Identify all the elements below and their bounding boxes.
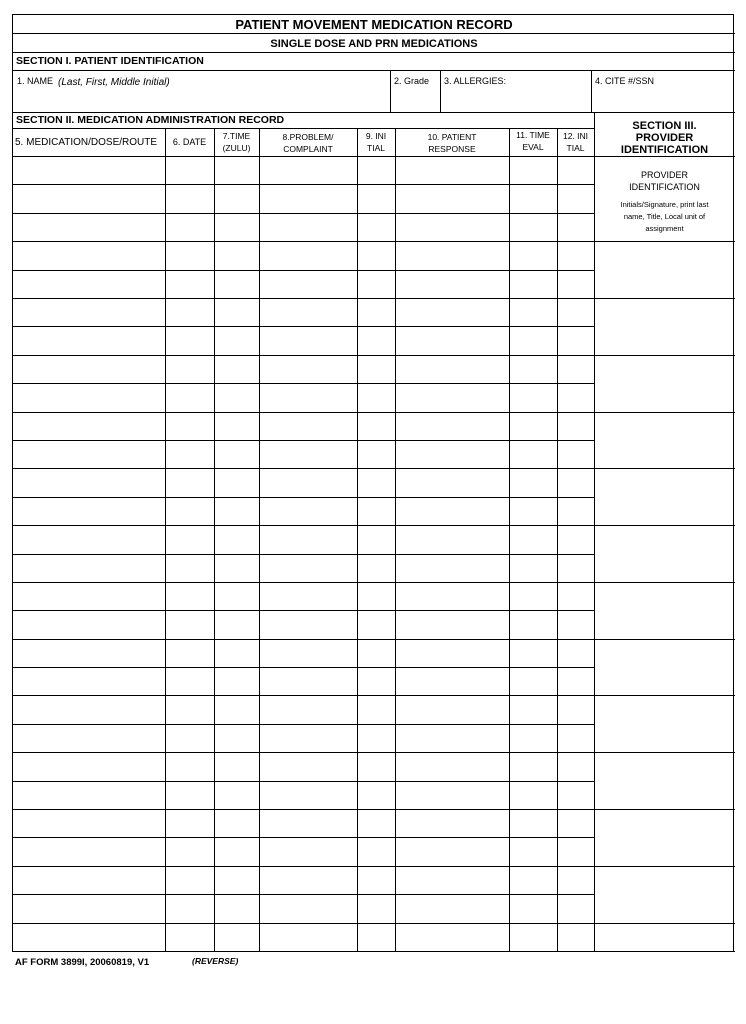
column-header-initial-1-b: TIAL: [367, 143, 385, 153]
provider-box-divider: [594, 355, 735, 356]
provider-box-divider: [594, 866, 735, 867]
table-row-divider: [13, 298, 594, 299]
provider-box-hint-1: Initials/Signature, print last: [620, 200, 709, 209]
name-label: 1. NAME: [17, 76, 54, 86]
provider-box-hint-3: assignment: [645, 224, 684, 233]
table-row-divider: [13, 326, 594, 327]
section-3-heading-2: PROVIDER: [635, 132, 694, 144]
section-3-border: [594, 112, 595, 951]
provider-box-divider: [594, 695, 735, 696]
cite-ssn-field[interactable]: [591, 70, 735, 112]
table-row-divider: [13, 213, 594, 214]
table-row-divider: [13, 837, 594, 838]
table-row-divider: [13, 184, 594, 185]
column-header-medication: 5. MEDICATION/DOSE/ROUTE: [15, 137, 158, 148]
column-header-initial-1: 9. INI: [365, 131, 387, 141]
grade-field[interactable]: [390, 70, 440, 112]
table-row-divider: [13, 582, 594, 583]
column-divider: [395, 156, 396, 951]
provider-box-divider: [594, 582, 735, 583]
divider: [13, 112, 735, 113]
divider: [13, 33, 735, 34]
form-side: (REVERSE): [192, 956, 239, 966]
section-2-heading: SECTION II. MEDICATION ADMINISTRATION RECORD: [16, 114, 285, 126]
table-row-divider: [13, 497, 594, 498]
table-bottom: [13, 951, 735, 952]
table-row-divider: [13, 270, 594, 271]
section-3-heading-1: SECTION III.: [632, 120, 697, 132]
provider-box-title-1: PROVIDER: [640, 170, 688, 180]
column-divider: [557, 156, 558, 951]
provider-box-divider: [594, 809, 735, 810]
column-divider: [214, 128, 215, 156]
column-divider: [357, 156, 358, 951]
column-divider: [395, 128, 396, 156]
provider-box-divider: [594, 923, 735, 924]
table-row-divider: [13, 695, 594, 696]
column-divider: [165, 128, 166, 156]
table-row-divider: [13, 724, 594, 725]
provider-box-title-2: IDENTIFICATION: [629, 182, 700, 192]
divider: [13, 156, 735, 157]
table-row-divider: [13, 667, 594, 668]
divider: [13, 52, 735, 53]
section-3-heading-3: IDENTIFICATION: [620, 144, 709, 156]
column-header-initial-2-b: TIAL: [566, 143, 585, 153]
name-field[interactable]: [13, 70, 390, 112]
provider-box-divider: [594, 752, 735, 753]
provider-box-divider: [594, 298, 735, 299]
table-row-divider: [13, 525, 594, 526]
table-row-divider: [13, 639, 594, 640]
column-divider: [214, 156, 215, 951]
table-row-divider: [13, 809, 594, 810]
provider-box-hint-2: name, Title, Local unit of: [623, 212, 706, 221]
section-1-heading: SECTION I. PATIENT IDENTIFICATION: [16, 55, 204, 67]
column-header-time-eval: 11. TIME: [516, 130, 550, 140]
table-row-divider: [13, 241, 594, 242]
table-row-divider: [13, 412, 594, 413]
column-header-complaint: COMPLAINT: [283, 144, 333, 154]
medication-record-form: [12, 14, 734, 952]
column-divider: [509, 128, 510, 156]
column-header-time-unit: (ZULU): [222, 143, 251, 153]
column-divider: [259, 128, 260, 156]
column-divider: [509, 156, 510, 951]
table-row-divider: [13, 355, 594, 356]
column-header-time: 7.TIME: [222, 131, 251, 141]
table-row-divider: [13, 554, 594, 555]
table-row-divider: [13, 923, 594, 924]
allergies-label: 3. ALLERGIES:: [444, 76, 507, 86]
table-row-divider: [13, 440, 594, 441]
provider-box-divider: [594, 412, 735, 413]
grade-label: 2. Grade: [394, 76, 430, 86]
provider-box-divider: [594, 468, 735, 469]
column-header-response: RESPONSE: [428, 144, 476, 154]
provider-box-divider: [594, 241, 735, 242]
table-row-divider: [13, 383, 594, 384]
provider-box-divider: [594, 639, 735, 640]
column-header-date: 6. DATE: [172, 137, 207, 147]
table-row-divider: [13, 894, 594, 895]
form-identifier: AF FORM 3899I, 20060819, V1: [15, 957, 150, 968]
form-subtitle: SINGLE DOSE AND PRN MEDICATIONS: [270, 38, 478, 50]
column-divider: [259, 156, 260, 951]
column-header-problem: 8.PROBLEM/: [282, 132, 334, 142]
column-header-initial-2: 12. INI: [562, 131, 589, 141]
table-row-divider: [13, 866, 594, 867]
allergies-field[interactable]: [440, 70, 591, 112]
table-row-divider: [13, 610, 594, 611]
divider: [13, 128, 594, 129]
column-divider: [557, 128, 558, 156]
provider-box-divider: [594, 525, 735, 526]
table-row-divider: [13, 468, 594, 469]
name-hint: (Last, First, Middle Initial): [58, 77, 170, 88]
column-divider: [357, 128, 358, 156]
form-title: PATIENT MOVEMENT MEDICATION RECORD: [235, 17, 513, 32]
cite-ssn-label: 4. CITE #/SSN: [595, 76, 655, 86]
table-row-divider: [13, 752, 594, 753]
column-header-patient-response: 10. PATIENT: [427, 132, 477, 142]
table-row-divider: [13, 781, 594, 782]
column-header-eval: EVAL: [522, 142, 544, 152]
column-divider: [165, 156, 166, 951]
